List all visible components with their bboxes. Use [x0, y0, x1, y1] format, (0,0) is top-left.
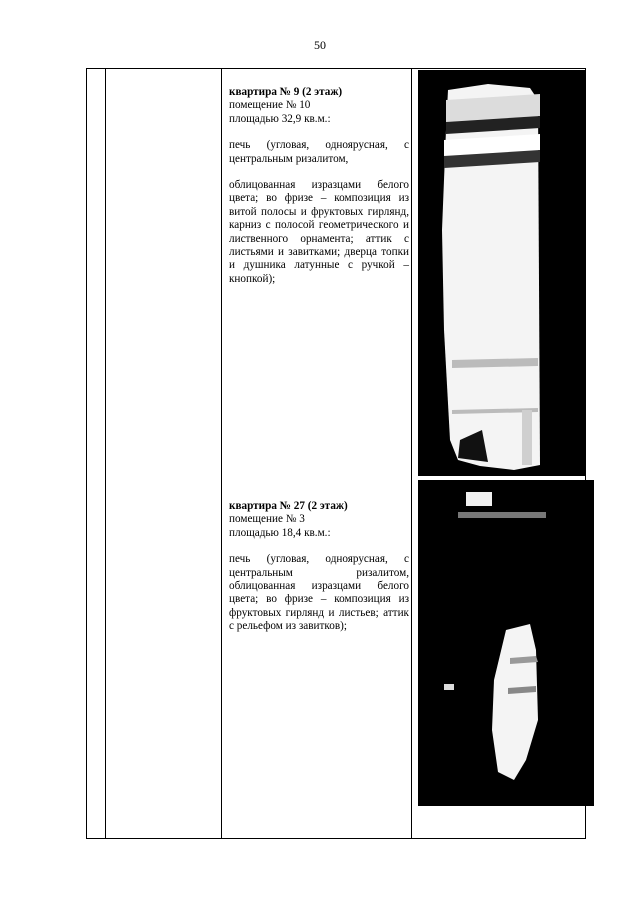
room-number: помещение № 3 — [229, 513, 305, 526]
stove-photo — [418, 70, 586, 476]
table-bottom-border — [86, 838, 586, 839]
room-area: площадью 18,4 кв.м.: — [229, 526, 331, 539]
column-divider-2 — [221, 68, 222, 839]
entry-heading: квартира № 9 (2 этаж) — [229, 86, 343, 98]
stove-description: облицованная изразцами белого цвета; во фризе – композиция из витой полосы и фруктовых гирлянд, карниз с полосой геометрического и лиственного орнамента; аттик с листьями и завитками; дверца топки и душника латунные с ручкой – кнопкой); — [229, 179, 409, 285]
entry-1-text — [229, 86, 409, 286]
room-area: площадью 32,9 кв.м.: — [229, 112, 331, 125]
entry-heading: квартира № 27 (2 этаж) — [229, 500, 348, 512]
stove-description: печь (угловая, одноярусная, с центральным ризалитом, облицованная изразцами белого цвета; во фризе – композиция из фруктовых гирлянд и листьев; аттик с рельефом из завитков); — [229, 553, 409, 633]
table-top-border — [86, 68, 586, 69]
stove-intro: печь (угловая, одноярусная, с центральным ризалитом, — [229, 139, 409, 165]
stove-photo-image — [418, 480, 594, 806]
entry-2-text — [229, 500, 409, 634]
page-number: 50 — [314, 38, 326, 52]
column-divider-3 — [411, 68, 412, 839]
column-divider-1 — [105, 68, 106, 839]
stove-photo — [418, 480, 594, 806]
register-table — [86, 68, 586, 839]
room-number: помещение № 10 — [229, 99, 311, 112]
stove-photo-image — [418, 70, 586, 476]
table-border-left — [86, 68, 87, 839]
